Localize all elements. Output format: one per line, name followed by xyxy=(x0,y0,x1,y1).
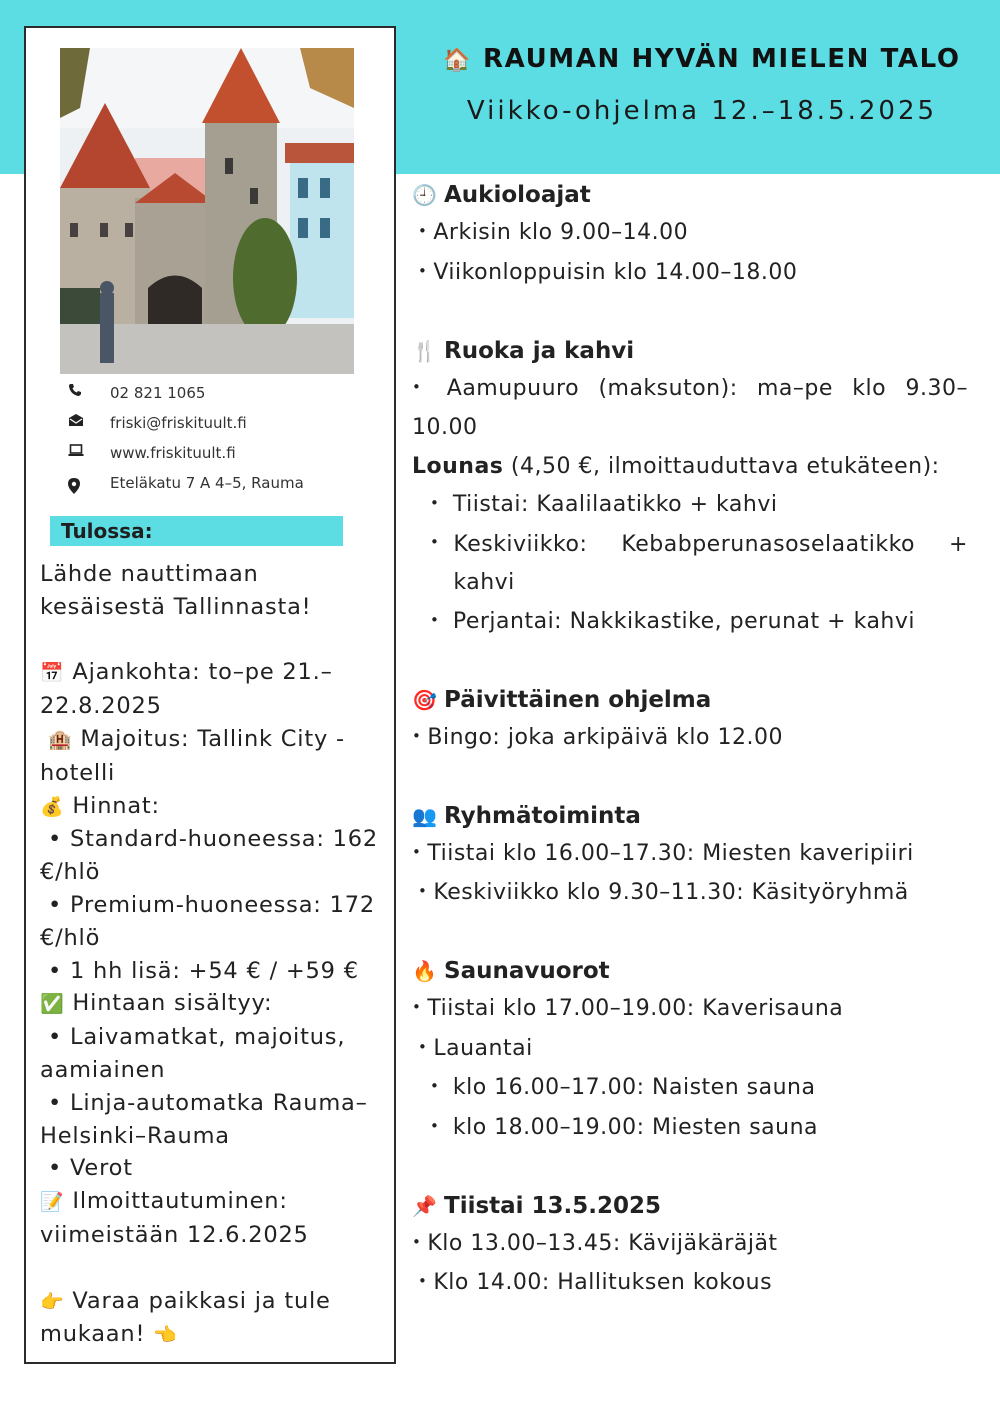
clock-icon: 🕘 xyxy=(412,183,437,207)
phone-number: 02 821 1065 xyxy=(110,384,206,402)
include-item: • Laivamatkat, majoitus, aamiainen xyxy=(40,1024,346,1083)
website-url[interactable]: www.friskituult.fi xyxy=(110,444,236,462)
mail-icon xyxy=(68,410,110,430)
contact-address xyxy=(68,470,368,500)
pointing-left-icon: 👈 xyxy=(153,1324,178,1347)
contact-phone xyxy=(68,380,368,410)
tallinn-old-town-gate-photo xyxy=(60,48,354,374)
fork-knife-icon: 🍴 xyxy=(412,338,437,363)
upcoming-label: Tulossa: xyxy=(50,516,343,546)
calendar-icon: 📅 xyxy=(40,662,65,685)
list-item: • Arkisin klo 9.00–14.00 xyxy=(418,220,689,245)
lunch-heading: Lounas (4,50 €, ilmoittauduttava etukäteen): xyxy=(412,453,940,479)
people-icon: 👥 xyxy=(412,803,437,828)
hotel-icon: 🏨 xyxy=(47,728,73,751)
pointing-right-icon: 👉 xyxy=(40,1290,65,1313)
list-item: • klo 18.00–19.00: Miesten sauna xyxy=(430,1114,819,1140)
trip-registration: 📝 Ilmoittautuminen: viimeistään 12.6.2025 xyxy=(40,1188,309,1248)
section-groups: 👥 Ryhmätoiminta xyxy=(412,797,968,835)
section-sauna: 🔥 Saunavuorot xyxy=(412,952,968,990)
trip-date: 📅 Ajankohta: to–pe 21.–22.8.2025 xyxy=(40,659,333,720)
list-item: • Bingo: joka arkipäivä klo 12.00 xyxy=(412,724,783,750)
trip-includes-label: ✅ Hintaan sisältyy: xyxy=(40,990,273,1017)
weekly-program xyxy=(412,176,968,1304)
list-item: • Keskiviikko: Kebabperunasoselaatikko + kahvi xyxy=(430,531,968,595)
memo-icon: 📝 xyxy=(40,1191,65,1214)
list-item: • Tiistai: Kaalilaatikko + kahvi xyxy=(430,492,778,517)
phone-icon xyxy=(68,380,110,400)
fire-icon: 🔥 xyxy=(412,959,437,983)
email-address[interactable]: friski@friskituult.fi xyxy=(110,414,247,432)
list-item: • Tiistai klo 17.00–19.00: Kaverisauna xyxy=(412,996,844,1021)
list-item: • Lauantai xyxy=(418,1035,533,1061)
trip-intro: Lähde nauttimaan kesäisestä Tallinnasta! xyxy=(40,561,312,620)
list-item: • Keskiviikko klo 9.30–11.30: Käsityöryhmä xyxy=(418,880,909,905)
price-item: • Premium-huoneessa: 172 €/hlö xyxy=(40,891,375,951)
list-item: • Klo 13.00–13.45: Kävijäkäräjät xyxy=(412,1230,778,1256)
target-icon: 🎯 xyxy=(412,687,437,712)
price-item: • 1 hh lisä: +54 € / +59 € xyxy=(40,957,359,984)
list-item: • Klo 14.00: Hallituksen kokous xyxy=(418,1270,773,1295)
list-item: • Perjantai: Nakkikastike, perunat + kahvi xyxy=(430,608,915,634)
check-mark-icon: ✅ xyxy=(40,993,65,1016)
list-item: • klo 16.00–17.00: Naisten sauna xyxy=(430,1075,816,1100)
contact-list xyxy=(68,380,368,500)
section-tuesday-event: 📌 Tiistai 13.5.2025 xyxy=(412,1187,968,1225)
location-pin-icon xyxy=(68,476,110,496)
section-opening-hours: 🕘 Aukioloajat xyxy=(412,176,968,214)
contact-website xyxy=(68,440,368,470)
house-icon: 🏠 xyxy=(443,48,473,73)
list-item: • Tiistai klo 16.00–17.30: Miesten kaveripiiri xyxy=(412,840,914,866)
contact-email xyxy=(68,410,368,440)
trip-description xyxy=(40,558,380,1352)
include-item: • Verot xyxy=(40,1155,133,1182)
list-item: • Viikonloppuisin klo 14.00–18.00 xyxy=(418,259,798,285)
trip-accommodation: 🏨 Majoitus: Tallink City -hotelli xyxy=(40,725,345,786)
trip-prices-label: 💰 Hinnat: xyxy=(40,792,160,819)
money-bag-icon: 💰 xyxy=(40,795,65,818)
street-address: Eteläkatu 7 A 4–5, Rauma xyxy=(110,474,304,492)
laptop-icon xyxy=(68,440,110,460)
pushpin-icon: 📌 xyxy=(412,1193,437,1218)
trip-cta: 👉 Varaa paikkasi ja tule mukaan! 👈 xyxy=(40,1287,331,1348)
page-title: 🏠 RAUMAN HYVÄN MIELEN TALO xyxy=(443,44,961,74)
section-daily-program: 🎯 Päivittäinen ohjelma xyxy=(412,681,968,719)
section-food: 🍴 Ruoka ja kahvi xyxy=(412,332,968,370)
include-item: • Linja-automatka Rauma–Helsinki–Rauma xyxy=(40,1089,368,1149)
list-item: • Aamupuuro (maksuton): ma–pe klo 9.30–10.00 xyxy=(412,375,969,440)
price-item: • Standard-huoneessa: 162 €/hlö xyxy=(40,826,379,886)
page-subtitle: Viikko-ohjelma 12.–18.5.2025 xyxy=(466,96,938,126)
